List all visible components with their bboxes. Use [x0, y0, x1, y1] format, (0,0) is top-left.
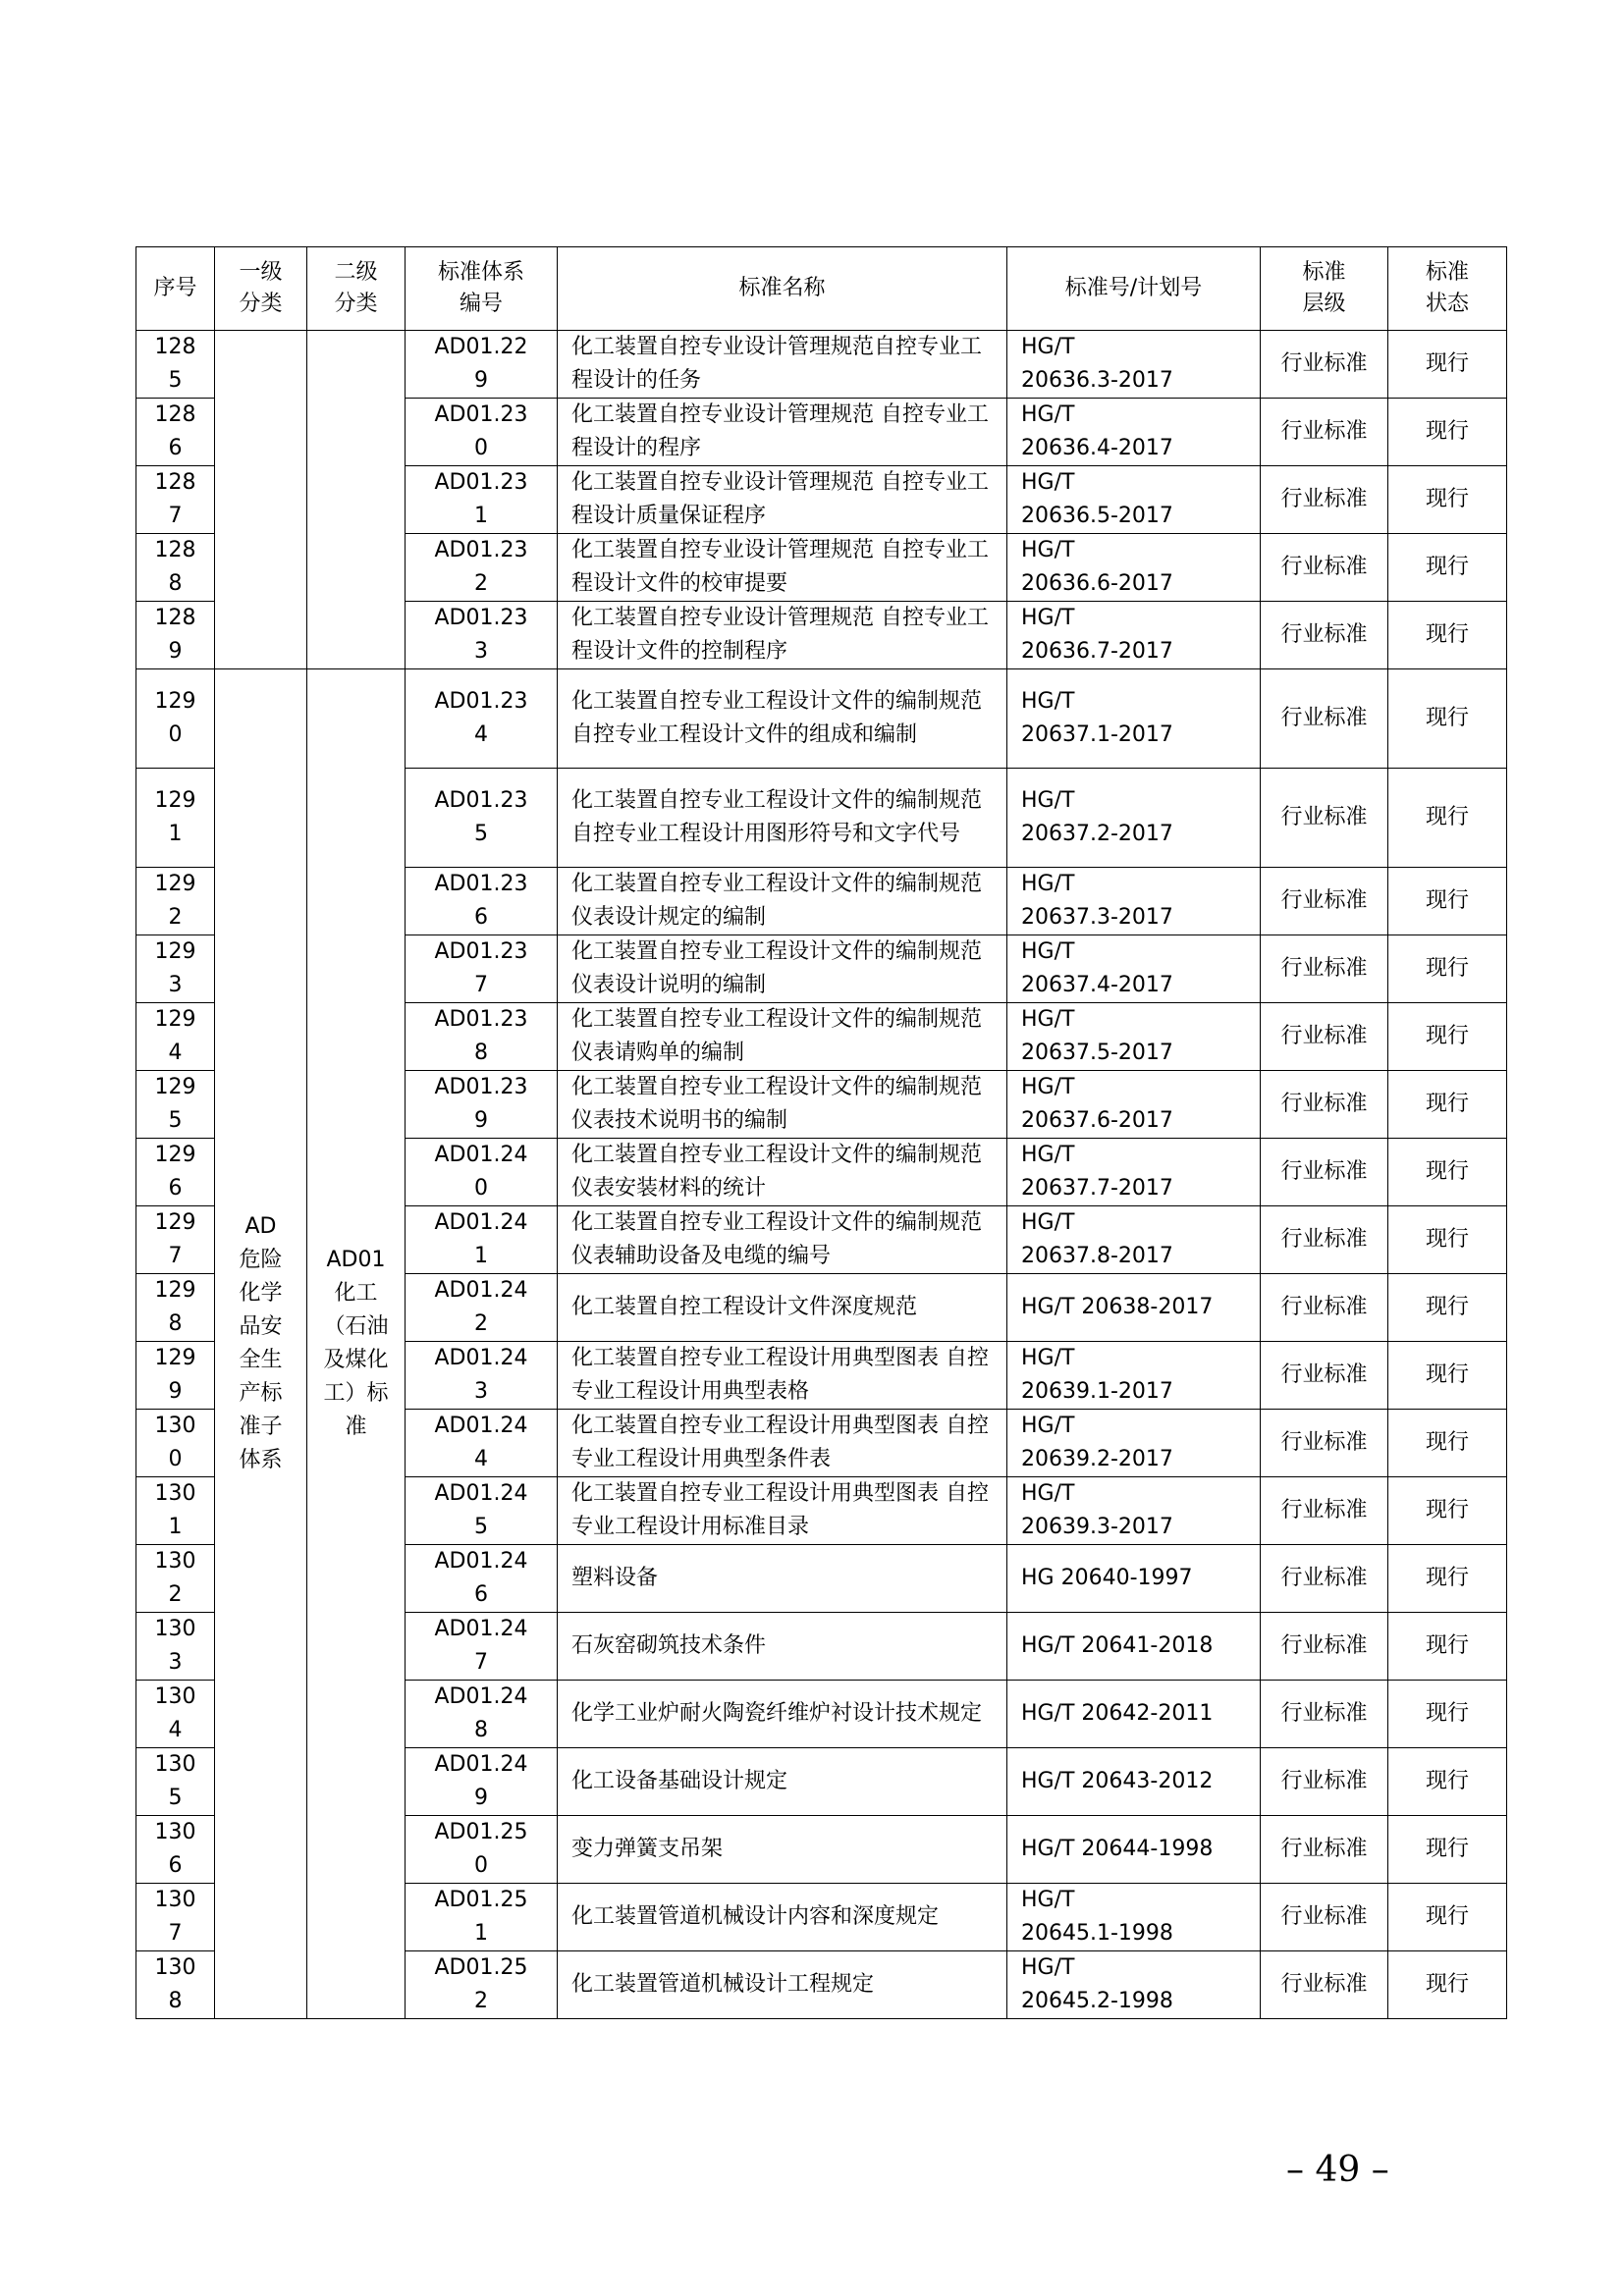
standard-status: 现行 [1388, 466, 1507, 534]
system-code: AD01.24 8 [406, 1681, 558, 1748]
system-code: AD01.23 7 [406, 935, 558, 1003]
standard-code: HG/T 20643-2012 [1007, 1748, 1261, 1816]
standard-code: HG/T 20637.1-2017 [1007, 669, 1261, 769]
standard-name: 化工装置自控专业工程设计文件的编制规范仪表请购单的编制 [558, 1003, 1007, 1071]
header-category2: 二级 分类 [307, 247, 406, 331]
standard-status: 现行 [1388, 1206, 1507, 1274]
standard-level: 行业标准 [1261, 1274, 1388, 1342]
standard-code: HG/T 20637.3-2017 [1007, 868, 1261, 935]
row-number: 130 1 [136, 1477, 215, 1545]
standard-name: 石灰窑砌筑技术条件 [558, 1613, 1007, 1681]
standard-level: 行业标准 [1261, 534, 1388, 602]
row-number: 128 5 [136, 331, 215, 399]
standard-level: 行业标准 [1261, 1613, 1388, 1681]
standard-name: 化工装置自控专业工程设计用典型图表 自控专业工程设计用典型条件表 [558, 1410, 1007, 1477]
standard-level: 行业标准 [1261, 1545, 1388, 1613]
standard-name: 变力弹簧支吊架 [558, 1816, 1007, 1884]
system-code: AD01.23 5 [406, 769, 558, 868]
standard-level: 行业标准 [1261, 331, 1388, 399]
standard-name: 化工装置自控专业设计管理规范 自控专业工程设计的程序 [558, 399, 1007, 466]
standard-name: 化工设备基础设计规定 [558, 1748, 1007, 1816]
standard-name: 化学工业炉耐火陶瓷纤维炉衬设计技术规定 [558, 1681, 1007, 1748]
row-number: 130 0 [136, 1410, 215, 1477]
system-code: AD01.23 3 [406, 602, 558, 669]
system-code: AD01.22 9 [406, 331, 558, 399]
system-code: AD01.24 9 [406, 1748, 558, 1816]
standard-code: HG/T 20637.4-2017 [1007, 935, 1261, 1003]
row-number: 130 6 [136, 1816, 215, 1884]
standard-name: 化工装置自控专业设计管理规范 自控专业工程设计文件的控制程序 [558, 602, 1007, 669]
system-code: AD01.23 0 [406, 399, 558, 466]
category2-label: AD01化工（石油及煤化工）标准 [323, 1248, 389, 1439]
standard-name: 化工装置管道机械设计工程规定 [558, 1951, 1007, 2019]
row-number: 128 8 [136, 534, 215, 602]
standard-level: 行业标准 [1261, 1410, 1388, 1477]
standard-code: HG/T 20639.1-2017 [1007, 1342, 1261, 1410]
system-code: AD01.23 9 [406, 1071, 558, 1139]
header-level: 标准 层级 [1261, 247, 1388, 331]
row-number: 129 8 [136, 1274, 215, 1342]
standard-status: 现行 [1388, 1545, 1507, 1613]
standard-level: 行业标准 [1261, 1477, 1388, 1545]
standard-status: 现行 [1388, 1071, 1507, 1139]
row-number: 129 2 [136, 868, 215, 935]
system-code: AD01.24 3 [406, 1342, 558, 1410]
standard-level: 行业标准 [1261, 1951, 1388, 2019]
standard-status: 现行 [1388, 1884, 1507, 1951]
system-code: AD01.25 0 [406, 1816, 558, 1884]
standard-code: HG/T 20644-1998 [1007, 1816, 1261, 1884]
standard-name: 化工装置自控专业设计管理规范 自控专业工程设计质量保证程序 [558, 466, 1007, 534]
standard-code: HG/T 20642-2011 [1007, 1681, 1261, 1748]
standard-level: 行业标准 [1261, 1884, 1388, 1951]
system-code: AD01.25 1 [406, 1884, 558, 1951]
header-system-code: 标准体系 编号 [406, 247, 558, 331]
standard-status: 现行 [1388, 399, 1507, 466]
category1-cell [215, 669, 307, 2019]
system-code: AD01.24 6 [406, 1545, 558, 1613]
standard-status: 现行 [1388, 1681, 1507, 1748]
standard-name: 塑料设备 [558, 1545, 1007, 1613]
standard-status: 现行 [1388, 1477, 1507, 1545]
system-code: AD01.23 2 [406, 534, 558, 602]
row-number: 130 3 [136, 1613, 215, 1681]
system-code: AD01.24 7 [406, 1613, 558, 1681]
standard-level: 行业标准 [1261, 1003, 1388, 1071]
row-number: 129 3 [136, 935, 215, 1003]
standard-status: 现行 [1388, 1613, 1507, 1681]
row-number: 129 6 [136, 1139, 215, 1206]
system-code: AD01.24 0 [406, 1139, 558, 1206]
row-number: 130 4 [136, 1681, 215, 1748]
header-category1: 一级 分类 [215, 247, 307, 331]
standard-code: HG/T 20636.3-2017 [1007, 331, 1261, 399]
category2-cell [307, 331, 406, 669]
row-number: 130 5 [136, 1748, 215, 1816]
row-number: 129 7 [136, 1206, 215, 1274]
standard-name: 化工装置管道机械设计内容和深度规定 [558, 1884, 1007, 1951]
header-standard-code: 标准号/计划号 [1007, 247, 1261, 331]
row-number: 129 0 [136, 669, 215, 769]
row-number: 128 6 [136, 399, 215, 466]
standard-status: 现行 [1388, 769, 1507, 868]
system-code: AD01.24 2 [406, 1274, 558, 1342]
row-number: 130 2 [136, 1545, 215, 1613]
standard-level: 行业标准 [1261, 466, 1388, 534]
system-code: AD01.23 8 [406, 1003, 558, 1071]
standard-level: 行业标准 [1261, 1206, 1388, 1274]
standard-name: 化工装置自控专业工程设计用典型图表 自控专业工程设计用典型表格 [558, 1342, 1007, 1410]
standard-code: HG/T 20636.4-2017 [1007, 399, 1261, 466]
standard-level: 行业标准 [1261, 935, 1388, 1003]
standards-table [135, 246, 1507, 2019]
row-number: 129 9 [136, 1342, 215, 1410]
system-code: AD01.24 5 [406, 1477, 558, 1545]
standard-code: HG/T 20637.7-2017 [1007, 1139, 1261, 1206]
standard-level: 行业标准 [1261, 1342, 1388, 1410]
standard-name: 化工装置自控专业设计管理规范 自控专业工程设计文件的校审提要 [558, 534, 1007, 602]
standard-status: 现行 [1388, 935, 1507, 1003]
row-number: 130 8 [136, 1951, 215, 2019]
standard-code: HG/T 20638-2017 [1007, 1274, 1261, 1342]
category2-cell [307, 669, 406, 2019]
standard-level: 行业标准 [1261, 769, 1388, 868]
system-code: AD01.23 1 [406, 466, 558, 534]
standard-level: 行业标准 [1261, 868, 1388, 935]
standard-status: 现行 [1388, 1139, 1507, 1206]
standard-status: 现行 [1388, 868, 1507, 935]
header-standard-name: 标准名称 [558, 247, 1007, 331]
category1-cell [215, 331, 307, 669]
row-number: 129 4 [136, 1003, 215, 1071]
standard-name: 化工装置自控专业工程设计文件的编制规范仪表辅助设备及电缆的编号 [558, 1206, 1007, 1274]
standard-code: HG/T 20637.6-2017 [1007, 1071, 1261, 1139]
row-number: 129 1 [136, 769, 215, 868]
standard-code: HG/T 20639.3-2017 [1007, 1477, 1261, 1545]
standard-level: 行业标准 [1261, 399, 1388, 466]
standard-code: HG/T 20636.7-2017 [1007, 602, 1261, 669]
standard-level: 行业标准 [1261, 602, 1388, 669]
row-number: 128 9 [136, 602, 215, 669]
row-number: 130 7 [136, 1884, 215, 1951]
standard-name: 化工装置自控专业设计管理规范自控专业工程设计的任务 [558, 331, 1007, 399]
header-status: 标准 状态 [1388, 247, 1507, 331]
category1-label: AD危险化学品安全生产标准子体系 [239, 1214, 283, 1472]
standard-status: 现行 [1388, 1951, 1507, 2019]
standard-name: 化工装置自控专业工程设计文件的编制规范自控专业工程设计文件的组成和编制 [558, 669, 1007, 769]
table-row [136, 669, 1507, 769]
standard-status: 现行 [1388, 1274, 1507, 1342]
standard-level: 行业标准 [1261, 1071, 1388, 1139]
page-number: – 49 – [1286, 2150, 1389, 2190]
standard-level: 行业标准 [1261, 669, 1388, 769]
standard-level: 行业标准 [1261, 1748, 1388, 1816]
standard-status: 现行 [1388, 1410, 1507, 1477]
standard-name: 化工装置自控专业工程设计文件的编制规范仪表技术说明书的编制 [558, 1071, 1007, 1139]
standard-code: HG 20640-1997 [1007, 1545, 1261, 1613]
standard-code: HG/T 20637.2-2017 [1007, 769, 1261, 868]
standard-name: 化工装置自控专业工程设计用典型图表 自控专业工程设计用标准目录 [558, 1477, 1007, 1545]
standard-status: 现行 [1388, 669, 1507, 769]
standard-name: 化工装置自控专业工程设计文件的编制规范自控专业工程设计用图形符号和文字代号 [558, 769, 1007, 868]
standard-name: 化工装置自控专业工程设计文件的编制规范仪表设计规定的编制 [558, 868, 1007, 935]
standard-level: 行业标准 [1261, 1816, 1388, 1884]
standard-level: 行业标准 [1261, 1139, 1388, 1206]
table-row [136, 331, 1507, 399]
standard-name: 化工装置自控专业工程设计文件的编制规范仪表设计说明的编制 [558, 935, 1007, 1003]
table-header-row [136, 247, 1507, 331]
standard-code: HG/T 20641-2018 [1007, 1613, 1261, 1681]
standard-code: HG/T 20637.8-2017 [1007, 1206, 1261, 1274]
standard-code: HG/T 20645.1-1998 [1007, 1884, 1261, 1951]
system-code: AD01.23 4 [406, 669, 558, 769]
standard-name: 化工装置自控工程设计文件深度规范 [558, 1274, 1007, 1342]
standard-code: HG/T 20639.2-2017 [1007, 1410, 1261, 1477]
standard-status: 现行 [1388, 1003, 1507, 1071]
standard-name: 化工装置自控专业工程设计文件的编制规范仪表安装材料的统计 [558, 1139, 1007, 1206]
header-no: 序号 [136, 247, 215, 331]
system-code: AD01.24 1 [406, 1206, 558, 1274]
standard-status: 现行 [1388, 534, 1507, 602]
standard-status: 现行 [1388, 1816, 1507, 1884]
standard-level: 行业标准 [1261, 1681, 1388, 1748]
standard-code: HG/T 20636.6-2017 [1007, 534, 1261, 602]
system-code: AD01.25 2 [406, 1951, 558, 2019]
row-number: 128 7 [136, 466, 215, 534]
standard-status: 现行 [1388, 331, 1507, 399]
standard-code: HG/T 20637.5-2017 [1007, 1003, 1261, 1071]
standard-code: HG/T 20636.5-2017 [1007, 466, 1261, 534]
system-code: AD01.23 6 [406, 868, 558, 935]
system-code: AD01.24 4 [406, 1410, 558, 1477]
standard-code: HG/T 20645.2-1998 [1007, 1951, 1261, 2019]
row-number: 129 5 [136, 1071, 215, 1139]
standard-status: 现行 [1388, 1342, 1507, 1410]
standard-status: 现行 [1388, 1748, 1507, 1816]
standard-status: 现行 [1388, 602, 1507, 669]
